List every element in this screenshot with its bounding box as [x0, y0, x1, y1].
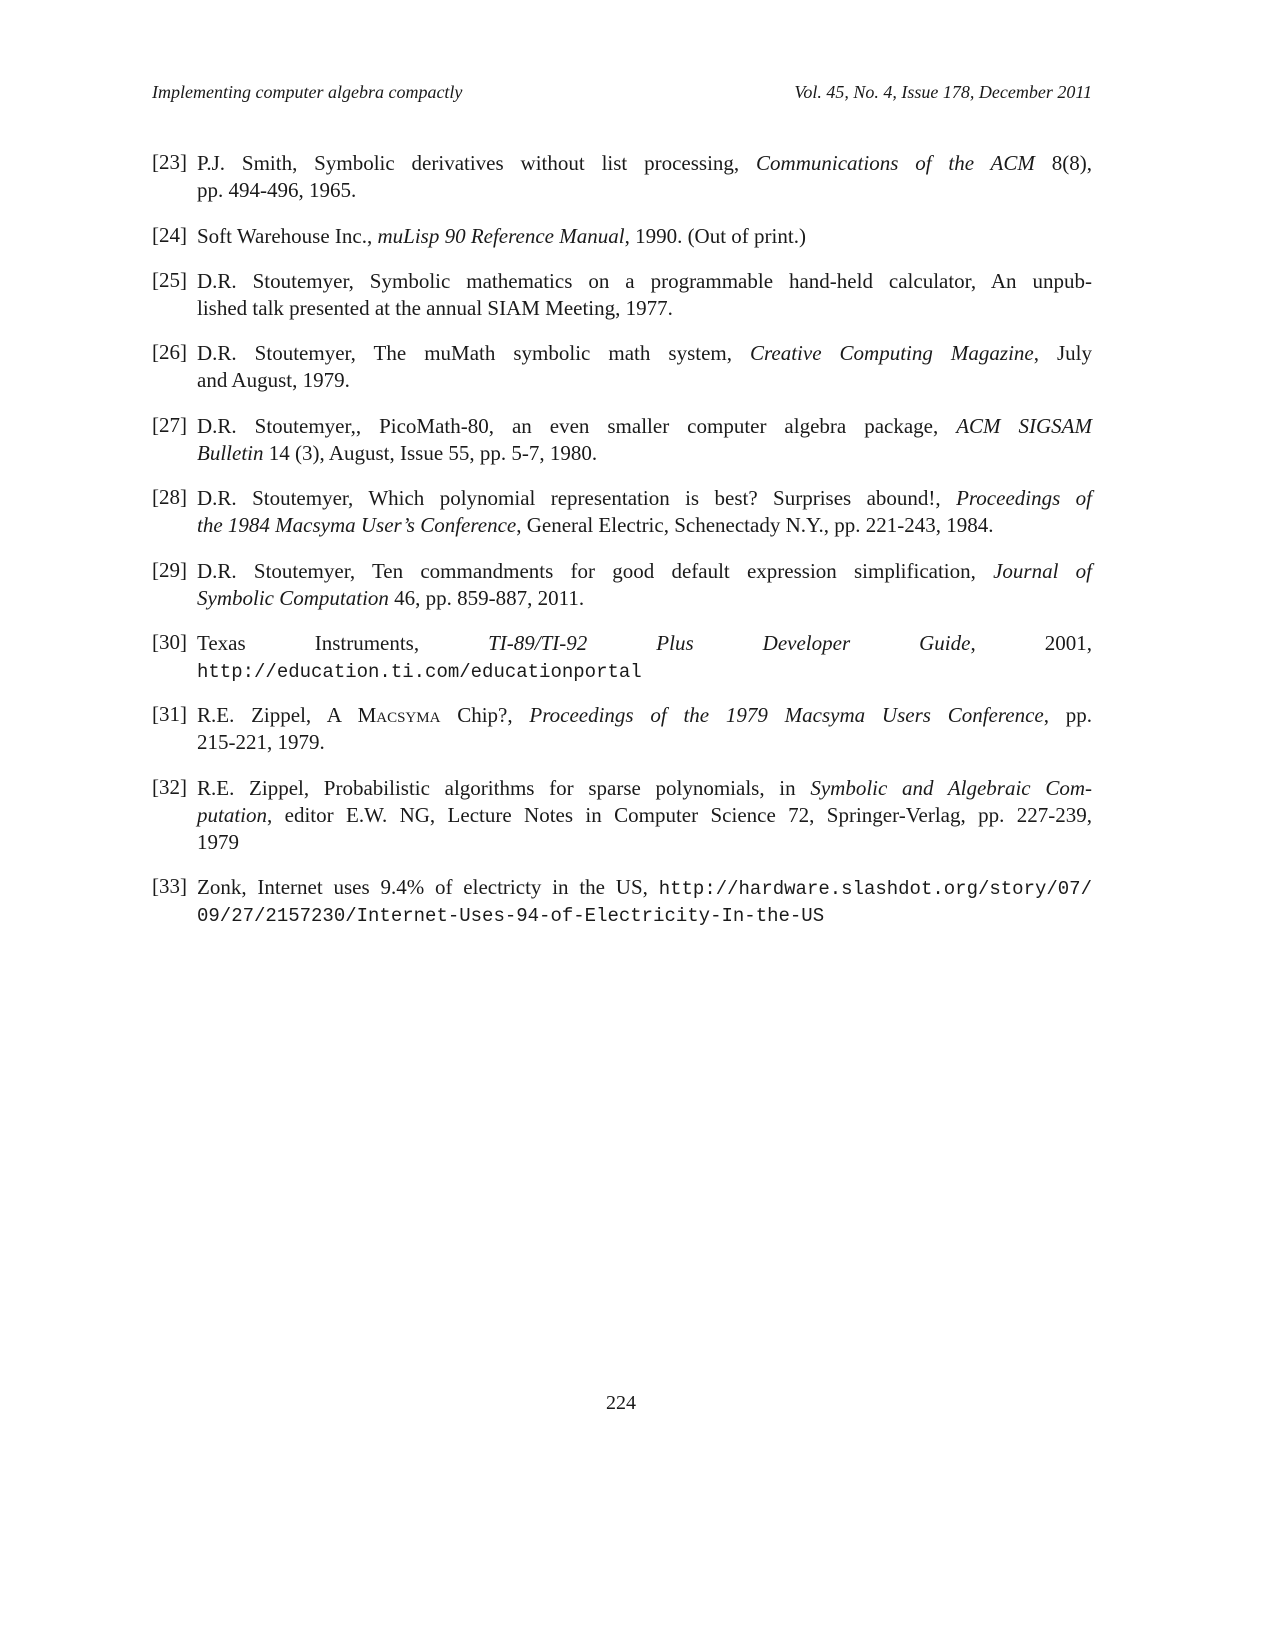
reference-segment: muLisp 90 Reference Manual: [377, 224, 625, 248]
reference-line: [197, 485, 1092, 512]
reference-line: [197, 702, 1092, 729]
reference-number: [24]: [152, 223, 187, 247]
reference-text: [197, 485, 1092, 539]
reference-entry: [152, 558, 1092, 612]
reference-segment: 46, pp. 859-887, 2011.: [388, 586, 585, 610]
reference-entry: [152, 630, 1092, 684]
reference-segment: D.R. Stoutemyer,, PicoMath-80, an even smaller computer algebra package,: [197, 414, 957, 438]
reference-segment: the 1984 Macsyma User’s Conference: [197, 513, 517, 537]
reference-segment: P.J. Smith, Symbolic derivatives without list processing,: [197, 151, 757, 175]
reference-text: [197, 630, 1092, 684]
reference-text: [197, 150, 1092, 204]
running-header-issue: Vol. 45, No. 4, Issue 178, December 2011: [794, 82, 1092, 102]
reference-segment: , pp.: [1043, 703, 1093, 727]
reference-segment: , 1990. (Out of print.): [624, 224, 806, 248]
reference-number: [25]: [152, 268, 187, 292]
reference-entry: [152, 223, 1092, 250]
reference-segment: 1979: [197, 830, 239, 854]
reference-entry: [152, 874, 1092, 928]
reference-number: [27]: [152, 413, 187, 437]
reference-line: [197, 413, 1092, 440]
reference-line: [197, 802, 1092, 829]
reference-segment: Journal of: [993, 559, 1092, 583]
reference-segment: pp. 494-496, 1965.: [197, 178, 357, 202]
running-header-title: Implementing computer algebra compactly: [152, 82, 463, 102]
reference-line: [197, 268, 1092, 295]
reference-segment: and August, 1979.: [197, 368, 350, 392]
reference-segment: , General Electric, Schenectady N.Y., pp. 221-243, 1984.: [516, 513, 994, 537]
reference-text: [197, 558, 1092, 612]
reference-line: [197, 657, 1092, 684]
reference-number: [31]: [152, 702, 187, 726]
reference-line: [197, 440, 1092, 467]
reference-text: [197, 340, 1092, 394]
reference-text: [197, 874, 1092, 928]
reference-segment: Texas Instruments,: [197, 631, 489, 655]
reference-segment: , July: [1033, 341, 1092, 365]
reference-entry: [152, 702, 1092, 756]
reference-line: [197, 585, 1092, 612]
reference-url[interactable]: http://education.ti.com/educationportal: [197, 661, 642, 683]
reference-segment: 215-221, 1979.: [197, 730, 325, 754]
reference-line: [197, 340, 1092, 367]
reference-segment: , editor E.W. NG, Lecture Notes in Computer Science 72, Springer-Verlag, pp. 227-239,: [267, 803, 1092, 827]
reference-text: [197, 223, 1092, 250]
reference-number: [29]: [152, 558, 187, 582]
reference-segment: putation: [197, 803, 268, 827]
reference-segment: 8(8),: [1034, 151, 1092, 175]
reference-segment: D.R. Stoutemyer, Ten commandments for good default expression simplification,: [197, 559, 994, 583]
reference-number: [26]: [152, 340, 187, 364]
reference-segment: D.R. Stoutemyer, Which polynomial representation is best? Surprises abound!,: [197, 486, 957, 510]
reference-text: [197, 413, 1092, 467]
reference-number: [32]: [152, 775, 187, 799]
reference-segment: Soft Warehouse Inc.,: [197, 224, 378, 248]
reference-line: [197, 901, 1092, 928]
reference-entry: [152, 485, 1092, 539]
reference-line: [197, 874, 1092, 901]
reference-text: [197, 775, 1092, 856]
reference-segment: Creative Computing Magazine: [750, 341, 1034, 365]
reference-number: [30]: [152, 630, 187, 654]
page-number: 224: [606, 1392, 636, 1414]
reference-number: [28]: [152, 485, 187, 509]
reference-line: [197, 295, 1092, 322]
reference-segment: Symbolic Computation: [197, 586, 389, 610]
reference-number: [33]: [152, 874, 187, 898]
reference-segment: R.E. Zippel, Probabilistic algorithms for sparse polynomials, in: [197, 776, 811, 800]
reference-segment: Communications of the ACM: [756, 151, 1035, 175]
reference-line: [197, 367, 1092, 394]
reference-line: [197, 223, 1092, 250]
reference-url[interactable]: 09/27/2157230/Internet-Uses-94-of-Electricity-In-the-US: [197, 905, 825, 927]
reference-line: [197, 512, 1092, 539]
reference-entry: [152, 340, 1092, 394]
reference-text: [197, 702, 1092, 756]
reference-line: [197, 558, 1092, 585]
reference-line: [197, 829, 1092, 856]
reference-segment: Zonk, Internet uses 9.4% of electricty in the US,: [197, 875, 659, 899]
reference-entry: [152, 268, 1092, 322]
reference-segment: R.E. Zippel, A: [197, 703, 358, 727]
reference-segment: , 2001,: [970, 631, 1092, 655]
reference-number: [23]: [152, 150, 187, 174]
reference-segment: D.R. Stoutemyer, The muMath symbolic math system,: [197, 341, 750, 365]
reference-segment: lished talk presented at the annual SIAM Meeting, 1977.: [197, 296, 673, 320]
reference-line: [197, 729, 1092, 756]
reference-text: [197, 268, 1092, 322]
reference-segment: Macsyma: [357, 703, 441, 727]
reference-line: [197, 775, 1092, 802]
reference-segment: ACM SIGSAM: [956, 414, 1092, 438]
reference-line: [197, 177, 1092, 204]
reference-entry: [152, 413, 1092, 467]
reference-segment: Proceedings of: [956, 486, 1093, 510]
reference-segment: Chip?,: [440, 703, 530, 727]
reference-segment: TI-89/TI-92 Plus Developer Guide: [488, 631, 971, 655]
reference-entry: [152, 775, 1092, 856]
reference-segment: D.R. Stoutemyer, Symbolic mathematics on a programmable hand-held calculator, An unpub-: [197, 269, 1092, 293]
reference-segment: Proceedings of the 1979 Macsyma Users Conference: [529, 703, 1044, 727]
reference-segment: 14 (3), August, Issue 55, pp. 5-7, 1980.: [263, 441, 598, 465]
reference-url[interactable]: http://hardware.slashdot.org/story/07/: [658, 878, 1092, 900]
reference-line: [197, 150, 1092, 177]
reference-line: [197, 630, 1092, 657]
reference-entry: [152, 150, 1092, 204]
reference-segment: Bulletin: [197, 441, 264, 465]
reference-segment: Symbolic and Algebraic Com-: [810, 776, 1092, 800]
